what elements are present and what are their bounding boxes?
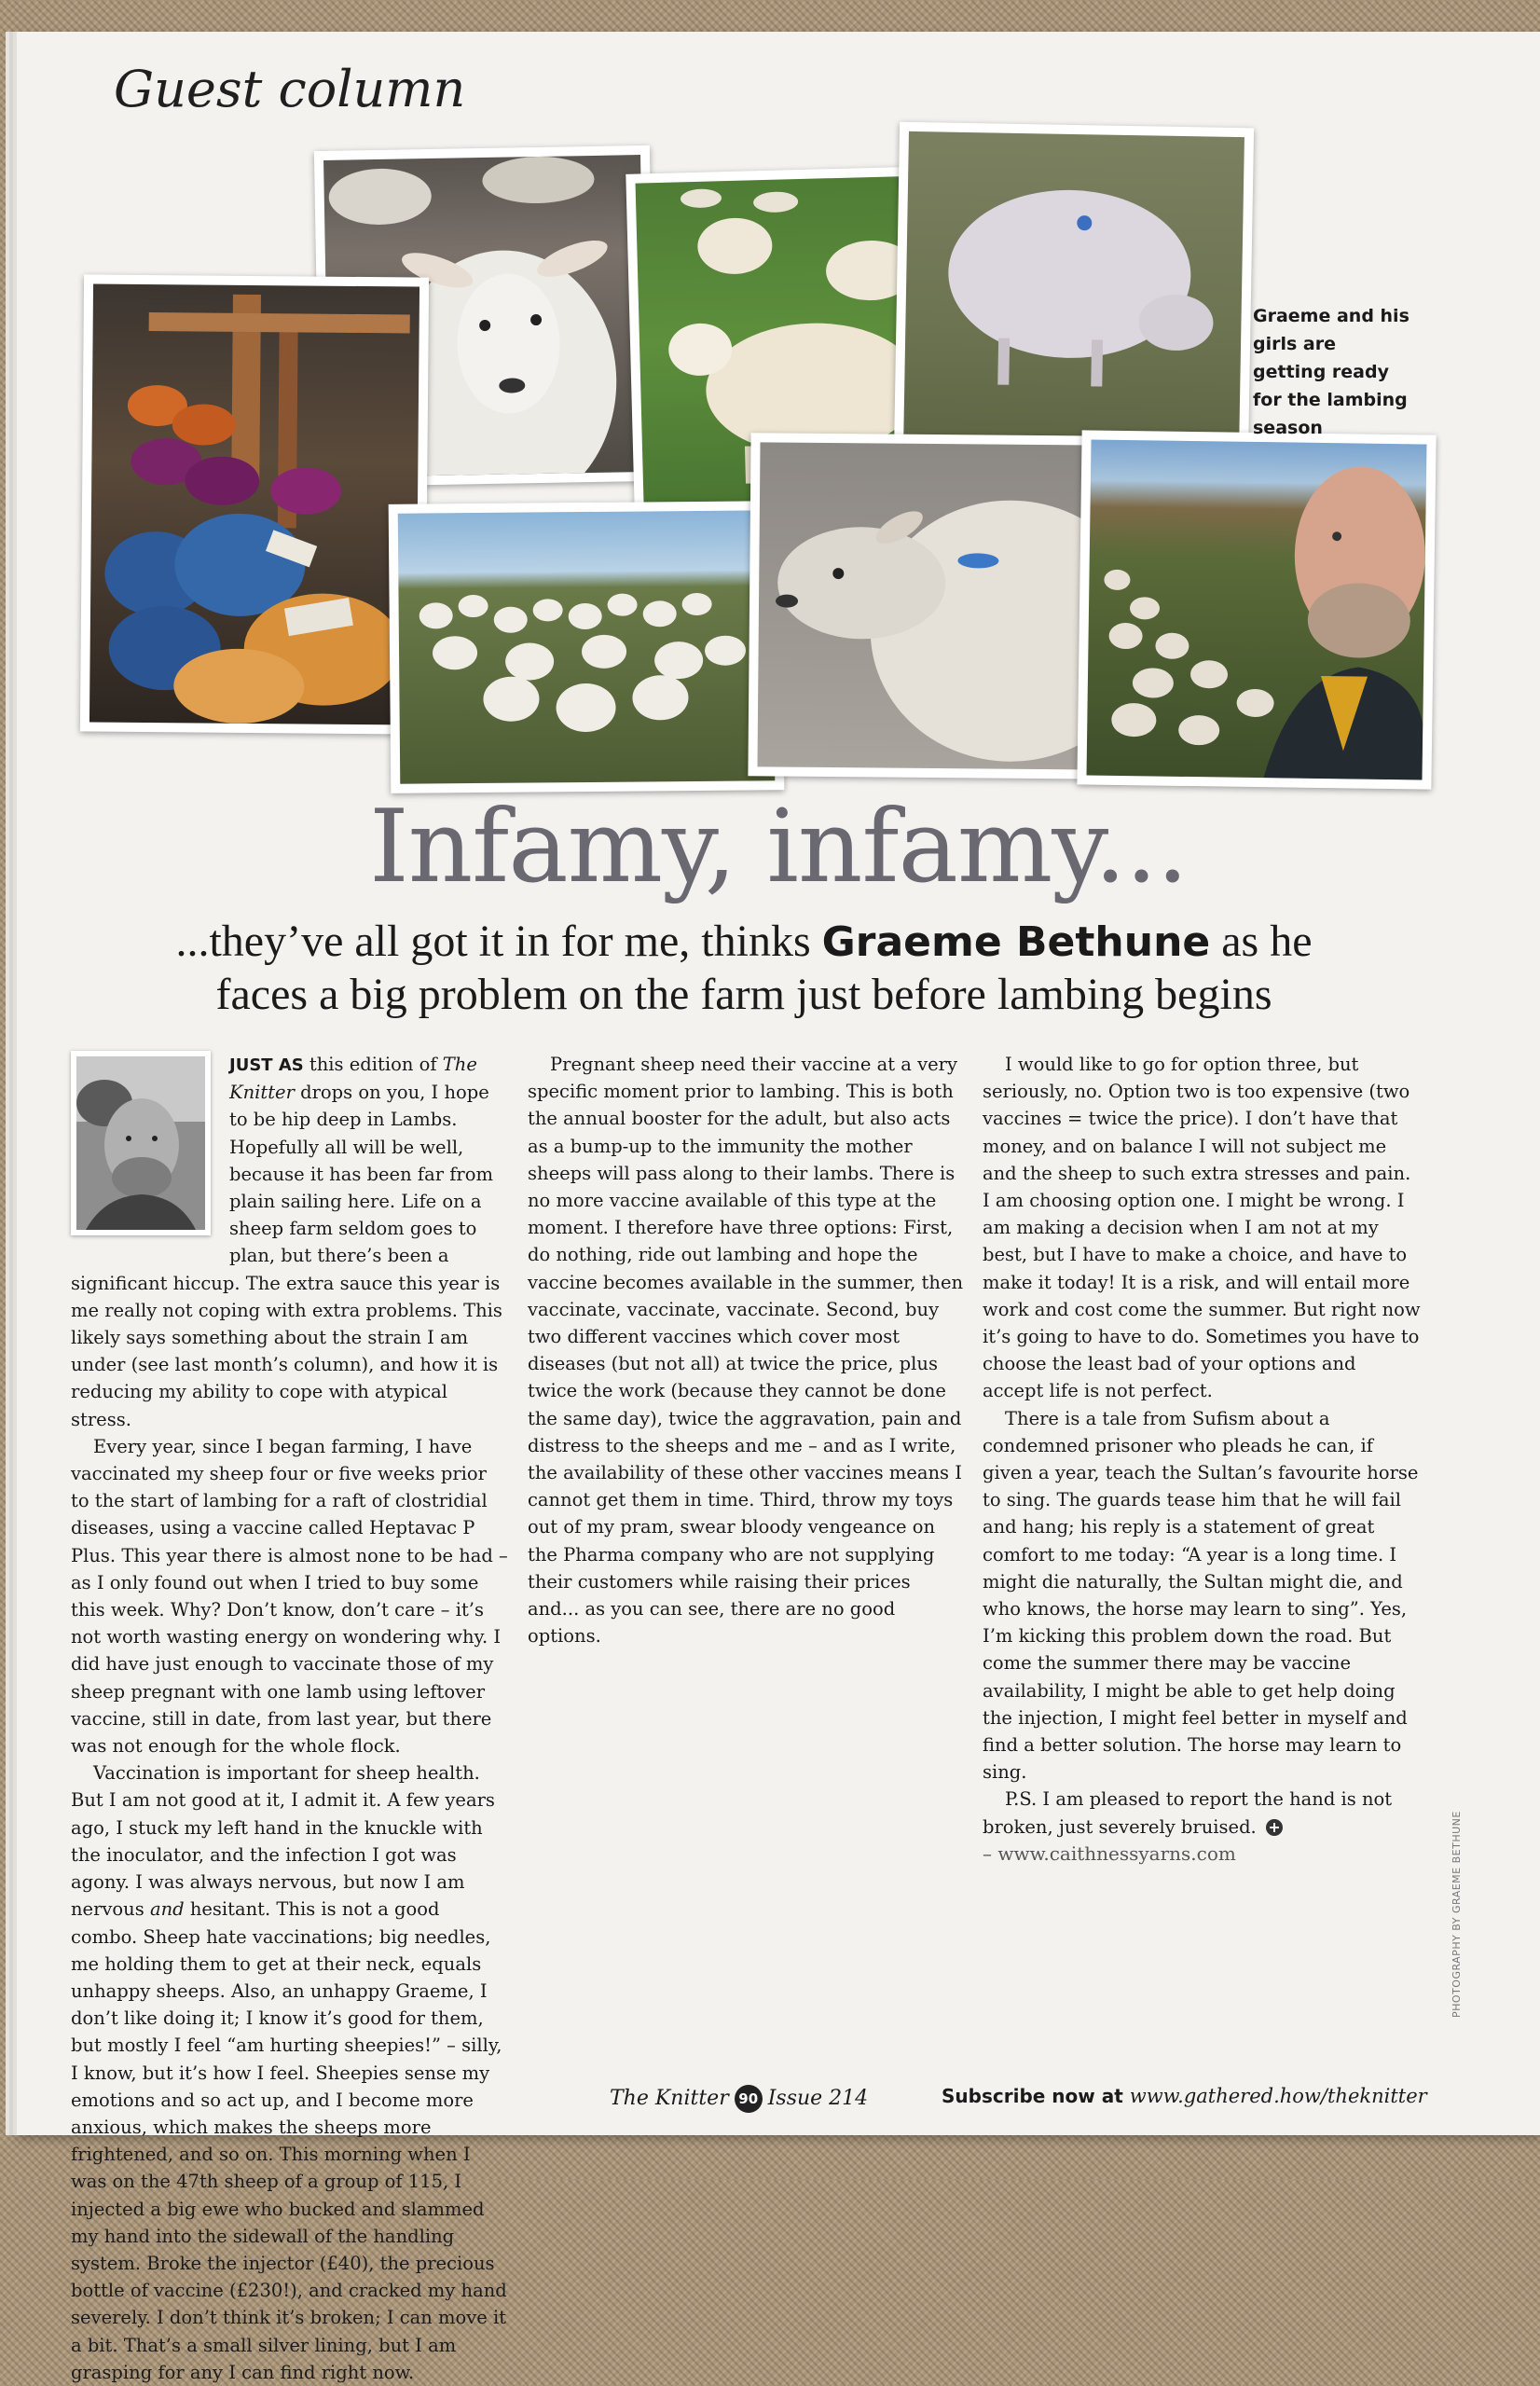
website-link[interactable]: – www.caithnessyarns.com [983,1841,1236,1865]
text: this edition of [303,1054,443,1075]
end-mark-icon [1266,1819,1283,1836]
photo-flock-field [389,501,785,793]
magazine-page [17,32,1540,2383]
photo-caption: Graeme and his girls are getting ready for the lambing season [1253,306,1409,438]
footer-magazine: The Knitter [610,2087,729,2110]
paragraph-2: Every year, since I began farming, I have vaccinated my sheep four or five weeks prior to the start of lambing for a raft of clostridial diseases, using a vaccine called Heptavac P Plus. This year there is almost none to be had – as I only found out when I tried to buy some this week. Why? Don’t know, don’t care – it’s not worth wasting energy on wondering why. I did have just enough to vaccinate those of my sheep pregnant with one lamb using leftover vaccine, still in date, from last year, but there was not enough for the whole flock. [71,1435,508,1758]
lead-caps: JUST AS [229,1055,304,1075]
text: Vaccination is important for sheep health. But I am not good at it, I admit it. A few years ago, I stuck my left hand in the knuckle with the inoculator, and the infection I got was agony. I was always nervous, but now I am nervous [71,1762,495,1921]
text: hesitant. This is not a good combo. Sheep hate vaccinations; big needles, me holding them to get at their neck, equals unhappy sheeps. Also, an unhappy Graeme, I don’t like doing it; I know it’s good for them, but mostly I feel “am hurting sheepies!” – silly, I know, but it’s how I feel. Sheepies sense my emotions and so act up, and I become more anxious, which makes the sheeps more frightened, and so on. This morning when I was on the 47th sheep of a group of 115, I injected a big ewe who bucked and slammed my hand into the sidewall of the handling system. Broke the injector (£40), the precious bottle of vaccine (£230!), and cracked my hand severely. I don’t think it’s broken; I can move it a bit. That’s a small silver lining, but I am grasping for any I can find right now. [71,1898,507,2383]
body-column-2 [528,1051,966,1649]
author-name: Graeme Bethune [821,918,1211,966]
text: P.S. I am pleased to report the hand is not broken, just severely bruised. [983,1788,1393,1838]
page-number: 90 [735,2085,763,2113]
paragraph-6: There is a tale from Sufism about a condemned prisoner who pleads he can, if given a year, teach the Sultan’s favourite horse to sing. The guards tease him that he will fail and hang; his reply is a statement of great comfort to me today: “A year is a long time. I might die naturally, the Sultan might die, and who knows, the horse may learn to sing”. Yes, I’m kicking this problem down the road. But come the summer there may be vaccine availability, I might be able to get help doing the injection, I might feel better in myself and find a better solution. The horse may learn to sing. [983,1407,1419,1784]
headline: Infamy, infamy... [369,789,1188,905]
author-photo [71,1051,211,1235]
standfirst-text-before: ...they’ve all got it in for me, thinks [175,917,822,966]
photo-sheep-profile [748,433,1123,779]
photo-credit: PHOTOGRAPHY BY GRAEME BETHUNE [1451,1811,1463,2018]
paragraph-4: Pregnant sheep need their vaccine at a very specific moment prior to lambing. This is both the annual booster for the adult, but also acts as a bump-up to the immunity the mother sheeps will pass along to their lambs. There is no more vaccine available of this type at the moment. I therefore have three options: First, do nothing, ride out lambing and hope the vaccine becomes available in the summer, then vaccinate, vaccinate, vaccinate. Second, buy two different vaccines which cover most diseases (but not all) at twice the price, plus twice the work (because they cannot be done the same day), twice the aggravation, pain and distress to the sheeps and me – and as I write, the availability of these other vaccines means I cannot get them in time. Third, throw my toys out of my pram, swear bloody vengeance on the Pharma company who are not supplying their customers while raising their prices and... as you can see, there are no good options. [528,1054,964,1648]
section-label: Guest column [114,60,466,118]
paragraph-5: I would like to go for option three, but seriously, no. Option two is too expensive (two vaccines = twice the price). I don’t have that money, and on balance I will not subject me and the sheep to such extra stresses and pain. I am choosing option one. I might be wrong. I am making a decision when I am not at my best, but I have to make a choice, and have to make it today! It is a risk, and will entail more work and cost come the summer. But right now it’s going to have to do. Sometimes you have to choose the least bad of your options and accept life is not perfect. [983,1054,1421,1402]
photo-yarn-stall [80,274,429,734]
magazine-title: The Knitter [229,1054,477,1104]
standfirst-text-after: as he faces a big problem on the farm just before lambing begins [215,917,1313,1019]
footer-folio [610,2085,868,2113]
text: drops on you, I hope to be hip deep in Lambs. Hopefully all will be well, because it has been far from plain sailing here. Life on a sheep farm seldom goes to plan, but there’s been a significant hiccup. The extra sauce this year is me really not coping with extra problems. This likely says something about the strain I am under (see last month’s column), and how it is reducing my ability to cope with atypical stress. [71,1082,502,1430]
emphasis: and [149,1898,185,1921]
footer-subscribe [942,2085,1427,2107]
photo-farmer-selfie [1077,430,1436,789]
paragraph-7 [983,1786,1421,1840]
standfirst [129,916,1359,1021]
photo-grazing-sheep [894,122,1254,464]
subscribe-text: Subscribe now at [942,2085,1130,2107]
body-column-1 [71,1051,509,2386]
paragraph-3 [71,1759,509,2386]
body-column-3 [983,1051,1421,1868]
footer-issue: Issue 214 [767,2087,869,2110]
subscribe-link[interactable]: www.gathered.how/theknitter [1129,2085,1427,2107]
